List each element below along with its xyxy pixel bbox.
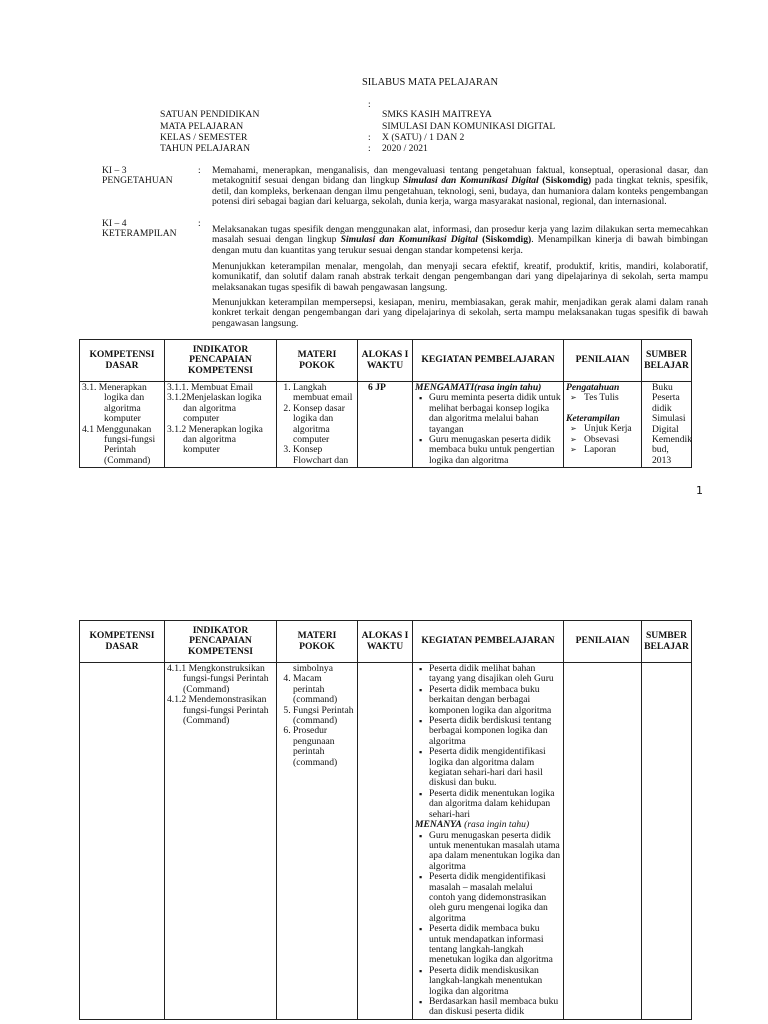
- materi-item-1: 1. Langkah membuat email: [293, 383, 355, 404]
- kegiatan-item-7: ▪ Peserta didik mengidentifikasi masalah – masalah melalui contoh yang didemonstrasikan oleh guru mengenai logika dan algoritma: [429, 872, 561, 924]
- cell-penilaian: [564, 663, 642, 1020]
- meta-label-tahun: TAHUN PELAJARAN: [160, 143, 251, 154]
- header-materi: MATERI POKOK: [277, 340, 358, 382]
- ki4-p1-post: . Menampilkan kinerja di bawah bimbingan dengan mutu dan kuantitas yang terukur sesuai dengan standar kompetensi kerja.: [212, 234, 708, 256]
- ki4-para-3: Menunjukkan keterampilan mempersepsi, kesiapan, meniru, membiasakan, gerak mahir, menjadikan gerak alami dalam ranah konkret terkait dengan pengembangan dari yang dipelajarinya di sekolah, serta mampu melaksanakan tugas spesifik di bawah pengawasan langsung.: [212, 297, 708, 329]
- ki3-colon: :: [198, 165, 201, 176]
- header-sumber: SUMBER BELAJAR: [642, 340, 692, 382]
- cell-materi: [277, 382, 358, 468]
- kd-item-1: 3.1. Menerapkan logika dan algoritma komputer: [82, 382, 147, 425]
- cell-materi: [277, 663, 358, 1020]
- materi-item-2: 2. Konsep dasar logika dan algoritma computer: [293, 404, 355, 446]
- cell-kegiatan: [413, 663, 564, 1020]
- penilaian-heading-1: Pengatahuan: [566, 382, 620, 393]
- kegiatan-item-4: ▪ Peserta didik mengidentifikasi logika dan algoritma dalam kegiatan sehari-hari dari hasil diskusi dan buku.: [429, 747, 561, 789]
- ki4-label-line2: KETERAMPILAN: [102, 228, 177, 240]
- table-row: [80, 382, 692, 468]
- cell-sumber: [642, 663, 692, 1020]
- sumber-value: Buku Peserta didik Simulasi Digital Kemendik bud, 2013: [652, 382, 692, 466]
- syllabus-table-1: [79, 339, 692, 468]
- kegiatan-heading: MENGAMATI(rasa ingin tahu): [415, 382, 542, 393]
- penilaian-heading-2: Keterampilan: [566, 412, 620, 424]
- menanya-suffix: (rasa ingin tahu): [461, 819, 530, 831]
- ki3-label: [102, 166, 198, 187]
- kd-item-2: 4.1 Menggunakan fungsi-fungsi Perintah (Command): [82, 423, 156, 466]
- header-kegiatan: KEGIATAN PEMBELAJARAN: [413, 340, 564, 382]
- cell-ipk: [165, 663, 277, 1020]
- ki4-label-line1: KI – 4: [102, 218, 127, 229]
- ki3-text-post: pada tingkat teknis, spesifik, detil, dan kompleks, berkenaan dengan ilmu pengetahuan, teknologi, seni, budaya, dan humaniora dalam konteks pengembangan potensi diri sebagai bagian dari keluarga, sekolah, dunia kerja, warga masyarakat nasional, regional, dan internasional.: [212, 175, 708, 208]
- header-sumber: SUMBER BELAJAR: [642, 621, 692, 663]
- meta-label-mapel: MATA PELAJARAN: [160, 121, 244, 132]
- materi-item-5: 5. Fungsi Perintah (command): [293, 706, 355, 727]
- table-row: [80, 663, 692, 1020]
- cell-penilaian: [564, 382, 642, 468]
- ki3-label-line1: KI – 3: [102, 165, 127, 176]
- kegiatan-item-8: ▪ Peserta didik membaca buku untuk mendapatkan informasi tentang langkah-langkah menetukan logika dan algoritma: [429, 924, 561, 966]
- ki3-text: [212, 166, 708, 208]
- ipk-item-2: 3.1.2Menjelaskan logika dan algoritma computer: [167, 392, 262, 425]
- kegiatan-item-1: ▪ Guru meminta peserta didik untuk melihat berbagai konsep logika dan algoritma melalui bahan tayangan: [429, 393, 561, 435]
- cell-kd: [80, 382, 165, 468]
- ki4-label: [102, 219, 198, 240]
- cell-kegiatan: [413, 382, 564, 468]
- ki4-p1-pre: Melaksanakan tugas spesifik dengan menggunakan alat, informasi, dan prosedur kerja yang lazim dilakukan serta memecahkan masalah sesuai dengan lingkup: [212, 224, 708, 246]
- ki3-text-em: Simulasi dan Komunikasi Digital: [403, 175, 539, 187]
- header-alokasi: ALOKAS I WAKTU: [358, 621, 413, 663]
- ipk-item-3: 3.1.2 Menerapkan logika dan algoritma komputer: [167, 423, 263, 456]
- penilaian-item-laporan: ➢ Laporan: [584, 445, 639, 455]
- ipk-item-2: 4.1.2 Mendemonstrasikan fungsi-fungsi Perintah (Command): [167, 694, 269, 727]
- materi-item-6: 6. Prosedur pengunaan perintah (command): [293, 726, 355, 768]
- ipk-item-1: 4.1.1 Mengkonstruksikan fungsi-fungsi Perintah (Command): [167, 663, 269, 695]
- penilaian-item-tes: ➢ Tes Tulis: [584, 393, 639, 403]
- meta-colon-tahun: :: [368, 143, 371, 154]
- kegiatan-heading-menanya: [415, 820, 561, 830]
- meta-value-satuan: SMKS KASIH MAITREYA: [382, 109, 492, 120]
- ki4-p1-strong: (Siskomdig): [477, 234, 532, 246]
- header-kegiatan: KEGIATAN PEMBELAJARAN: [413, 621, 564, 663]
- table-header-row: [80, 621, 692, 663]
- header-penilaian: PENILAIAN: [564, 621, 642, 663]
- ki4-para-2: Menunjukkan keterampilan menalar, mengolah, dan menyaji secara efektif, kreatif, produktif, kritis, mandiri, kolaboratif, komunikatif, dan solutif dalam ranah abstrak terkait dengan pengembangan dari yang dipelajarinya di sekolah, serta mampu melaksanakan tugas spesifik di bawah pengawasan langsung.: [212, 261, 708, 293]
- meta-colon-kelas: :: [368, 132, 371, 143]
- kegiatan-item-1: ▪ Peserta didik melihat bahan tayang yang disajikan oleh Guru: [429, 664, 561, 685]
- cell-sumber: [642, 382, 692, 468]
- kegiatan-item-10: ▪ Berdasarkan hasil membaca buku dan diskusi peserta didik: [429, 997, 561, 1018]
- kegiatan-item-6: ▪ Guru menugaskan peserta didik untuk menentukan masalah utama apa dalam menentukan logika dan algoritma: [429, 831, 561, 873]
- meta-label-kelas: KELAS / SEMESTER: [160, 132, 248, 143]
- header-ipk: INDIKATOR PENCAPAIAN KOMPETENSI: [165, 621, 277, 663]
- table-header-row: [80, 340, 692, 382]
- kegiatan-item-5: ▪ Peserta didik menentukan logika dan algoritma dalam kehidupan sehari-hari: [429, 789, 561, 820]
- header-kd: KOMPETENSI DASAR: [80, 621, 165, 663]
- kegiatan-item-2: ▪ Peserta didik membaca buku berkaitan dengan berbagai komponen logika dan algoritma: [429, 685, 561, 716]
- header-kd: KOMPETENSI DASAR: [80, 340, 165, 382]
- materi-continued: simbolnya: [293, 663, 333, 674]
- ki3-text-pre: Memahami, menerapkan, menganalisis, dan mengevaluasi tentang pengetahuan faktual, konseptual, operasional dasar, dan metakognitif sesuai dengan bidang dan lingkup: [212, 165, 708, 187]
- page-number: 1: [696, 484, 703, 497]
- page-title: SILABUS MATA PELAJARAN: [362, 77, 498, 88]
- meta-colon-0: :: [368, 99, 371, 110]
- cell-alokasi: [358, 663, 413, 1020]
- cell-ipk: [165, 382, 277, 468]
- meta-value-mapel: SIMULASI DAN KOMUNIKASI DIGITAL: [382, 121, 556, 132]
- header-penilaian: PENILAIAN: [564, 340, 642, 382]
- materi-item-4: 4. Macam perintah (command): [293, 674, 355, 705]
- ki3-text-strong: (Siskomdig): [538, 175, 592, 187]
- menanya-label: MENANYA: [415, 819, 462, 831]
- meta-value-tahun: 2020 / 2021: [382, 143, 428, 154]
- penilaian-item-obsevasi: ➢ Obsevasi: [584, 435, 639, 445]
- materi-item-3: 3. Konsep Flowchart dan: [293, 445, 355, 466]
- cell-kd: [80, 663, 165, 1020]
- meta-label-satuan: SATUAN PENDIDIKAN: [160, 109, 260, 120]
- kegiatan-item-9: ▪ Peserta didik mendiskusikan langkah-langkah menentukan logika dan algoritma: [429, 966, 561, 997]
- kegiatan-item-3: ▪ Peserta didik berdiskusi tentang berbagai komponen logika dan algoritma: [429, 716, 561, 747]
- syllabus-table-2: [79, 620, 692, 1020]
- kegiatan-item-2: ▪ Guru menugaskan peserta didik membaca buku untuk pengertian logika dan algoritma: [429, 435, 561, 466]
- ki4-para-1: [212, 225, 708, 256]
- header-materi: MATERI POKOK: [277, 621, 358, 663]
- alokasi-value: 6 JP: [368, 382, 386, 393]
- ki3-label-line2: PENGETAHUAN: [102, 175, 173, 187]
- ipk-item-1: 3.1.1. Membuat Email: [167, 382, 254, 393]
- cell-alokasi: [358, 382, 413, 468]
- header-alokasi: ALOKAS I WAKTU: [358, 340, 413, 382]
- ki4-colon: :: [198, 218, 201, 229]
- header-ipk: INDIKATOR PENCAPAIAN KOMPETENSI: [165, 340, 277, 382]
- meta-value-kelas: X (SATU) / 1 DAN 2: [382, 132, 465, 143]
- ki4-p1-em: Simulasi dan Komunikasi Digital: [340, 234, 478, 246]
- penilaian-item-unjuk: ➢ Unjuk Kerja: [584, 424, 639, 434]
